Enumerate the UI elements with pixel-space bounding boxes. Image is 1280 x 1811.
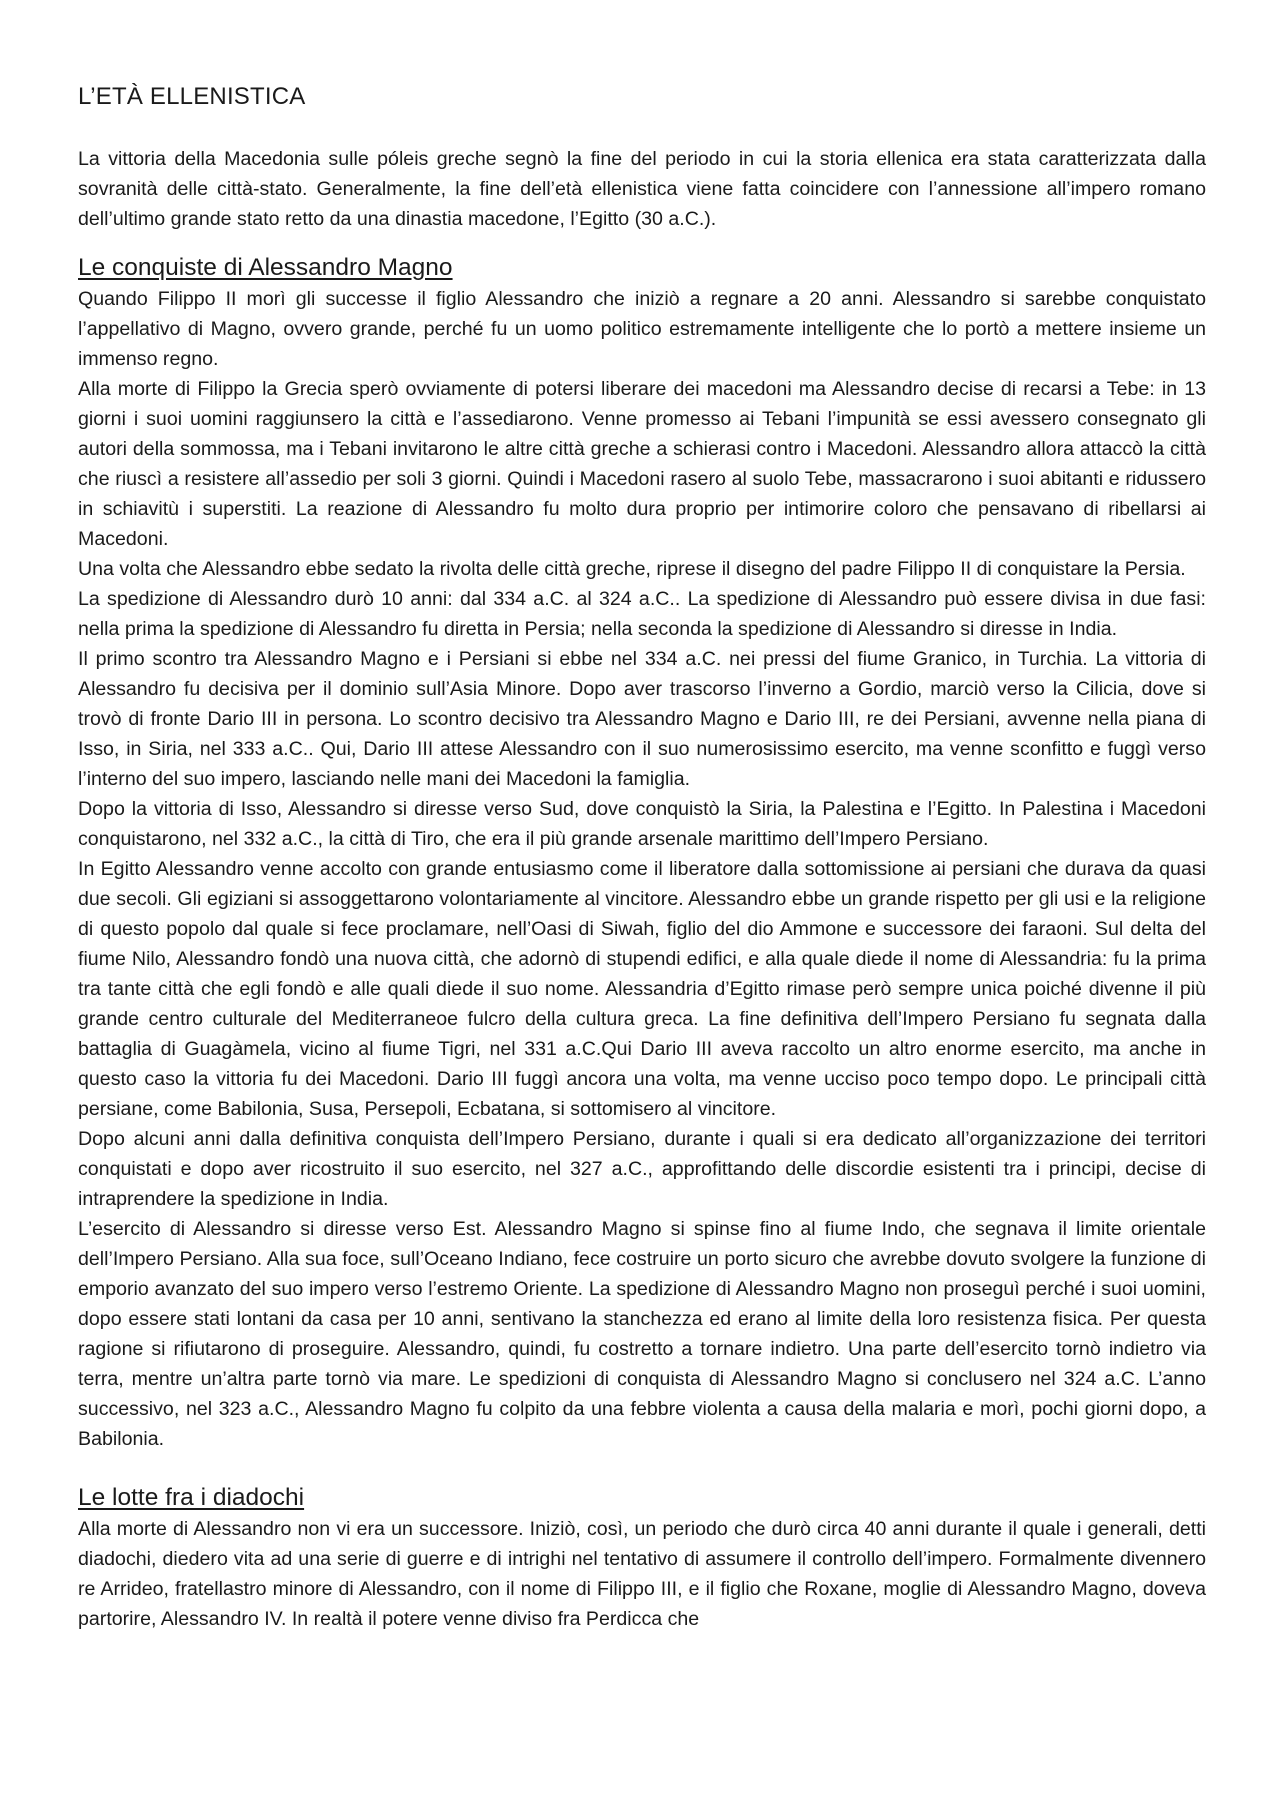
paragraph: Alla morte di Alessandro non vi era un successore. Iniziò, così, un periodo che durò circa 40 anni durante il quale i generali, detti diadochi, diedero vita ad una serie di guerre e di intrighi nel tentativo di assumere il controllo dell’impero. Formalmente divennero re Arrideo, fratellastro minore di Alessandro, con il nome di Filippo III, e il figlio che Roxane, moglie di Alessandro Magno, doveva partorire, Alessandro IV. In realtà il potere venne diviso fra Perdicca che — [78, 1518, 1206, 1630]
section-heading: Le lotte fra i diadochi — [78, 1484, 305, 1511]
section-heading: Le conquiste di Alessandro Magno — [78, 254, 453, 281]
paragraph: In Egitto Alessandro venne accolto con grande entusiasmo come il liberatore dalla sottomissione ai persiani che durava da quasi due secoli. Gli egiziani si assoggettarono volontariamente al vincitore. Alessandro ebbe un grande rispetto per gli usi e la religione di questo popolo dal quale si fece proclamare, nell’Oasi di Siwah, figlio del dio Ammone e successore dei faraoni. Sul delta del fiume Nilo, Alessandro fondò una nuova città, che adornò di stupendi edifici, e alla quale diede il nome di Alessandria: fu la prima tra tante città che egli fondò e alle quali diede il suo nome. Alessandria d’Egitto rimase però sempre unica poiché divenne il più grande centro culturale del Mediterraneoe fulcro della cultura greca. La fine definitiva dell’Impero Persiano fu segnata dalla battaglia di Guagàmela, vicino al fiume Tigri, nel 331 a.C.Qui Dario III aveva raccolto un altro enorme esercito, ma anche in questo caso la vittoria fu dei Macedoni. Dario III fuggì ancora una volta, ma venne ucciso poco tempo dopo. Le principali città persiane, come Babilonia, Susa, Persepoli, Ecbatana, si sottomisero al vincitore. — [78, 858, 1206, 1120]
paragraph: Il primo scontro tra Alessandro Magno e i Persiani si ebbe nel 334 a.C. nei pressi del fiume Granico, in Turchia. La vittoria di Alessandro fu decisiva per il dominio sull’Asia Minore. Dopo aver trascorso l’inverno a Gordio, marciò verso la Cilicia, dove si trovò di fronte Dario III in persona. Lo scontro decisivo tra Alessandro Magno e Dario III, re dei Persiani, avvenne nella piana di Isso, in Siria, nel 333 a.C.. Qui, Dario III attese Alessandro con il suo numerosissimo esercito, ma venne sconfitto e fuggì verso l’interno del suo impero, lasciando nelle mani dei Macedoni la famiglia. — [78, 648, 1206, 790]
document-title: L’ETÀ ELLENISTICA — [78, 83, 306, 110]
paragraph: L’esercito di Alessandro si diresse verso Est. Alessandro Magno si spinse fino al fiume Indo, che segnava il limite orientale dell’Impero Persiano. Alla sua foce, sull’Oceano Indiano, fece costruire un porto sicuro che avrebbe dovuto svolgere la funzione di emporio avanzato del suo impero verso l’estremo Oriente. La spedizione di Alessandro Magno non proseguì perché i suoi uomini, dopo essere stati lontani da casa per 10 anni, sentivano la stanchezza ed erano al limite della loro resistenza fisica. Per questa ragione si rifiutarono di proseguire. Alessandro, quindi, fu costretto a tornare indietro. Una parte dell’esercito tornò indietro via terra, mentre un’altra parte tornò via mare. Le spedizioni di conquista di Alessandro Magno si conclusero nel 324 a.C. L’anno successivo, nel 323 a.C., Alessandro Magno fu colpito da una febbre violenta a causa della malaria e morì, pochi giorni dopo, a Babilonia. — [78, 1218, 1206, 1450]
section-lotte-diadochi — [78, 1482, 1206, 1634]
section-conquiste-alessandro — [78, 252, 1206, 1454]
intro-paragraph: La vittoria della Macedonia sulle póleis greche segnò la fine del periodo in cui la storia ellenica era stata caratterizzata dalla sovranità delle città-stato. Generalmente, la fine dell’età ellenistica viene fatta coincidere con l’annessione all’impero romano dell’ultimo grande stato retto da una dinastia macedone, l’Egitto (30 a.C.). — [78, 148, 1206, 230]
paragraph: Quando Filippo II morì gli successe il figlio Alessandro che iniziò a regnare a 20 anni. Alessandro si sarebbe conquistato l’appellativo di Magno, ovvero grande, perché fu un uomo politico estremamente intelligente che lo portò a mettere insieme un immenso regno. — [78, 288, 1206, 370]
paragraph: Alla morte di Filippo la Grecia sperò ovviamente di potersi liberare dei macedoni ma Alessandro decise di recarsi a Tebe: in 13 giorni i suoi uomini raggiunsero la città e l’assediarono. Venne promesso ai Tebani l’impunità se essi avessero consegnato gli autori della sommossa, ma i Tebani invitarono le altre città greche a schierasi contro i Macedoni. Alessandro allora attaccò la città che riuscì a resistere all’assedio per soli 3 giorni. Quindi i Macedoni rasero al suolo Tebe, massacrarono i suoi abitanti e ridussero in schiavitù i superstiti. La reazione di Alessandro fu molto dura proprio per intimorire coloro che pensavano di ribellarsi ai Macedoni. — [78, 378, 1206, 550]
paragraph: Dopo alcuni anni dalla definitiva conquista dell’Impero Persiano, durante i quali si era dedicato all’organizzazione dei territori conquistati e dopo aver ricostruito il suo esercito, nel 327 a.C., approfittando delle discordie esistenti tra i principi, decise di intraprendere la spedizione in India. — [78, 1128, 1206, 1210]
paragraph: Dopo la vittoria di Isso, Alessandro si diresse verso Sud, dove conquistò la Siria, la Palestina e l’Egitto. In Palestina i Macedoni conquistarono, nel 332 a.C., la città di Tiro, che era il più grande arsenale marittimo dell’Impero Persiano. — [78, 798, 1206, 850]
paragraph: La spedizione di Alessandro durò 10 anni: dal 334 a.C. al 324 a.C.. La spedizione di Alessandro può essere divisa in due fasi: nella prima la spedizione di Alessandro fu diretta in Persia; nella seconda la spedizione di Alessandro si diresse in India. — [78, 588, 1206, 640]
document-body — [78, 82, 1206, 1634]
paragraph: Una volta che Alessandro ebbe sedato la rivolta delle città greche, riprese il disegno del padre Filippo II di conquistare la Persia. — [78, 558, 1186, 580]
